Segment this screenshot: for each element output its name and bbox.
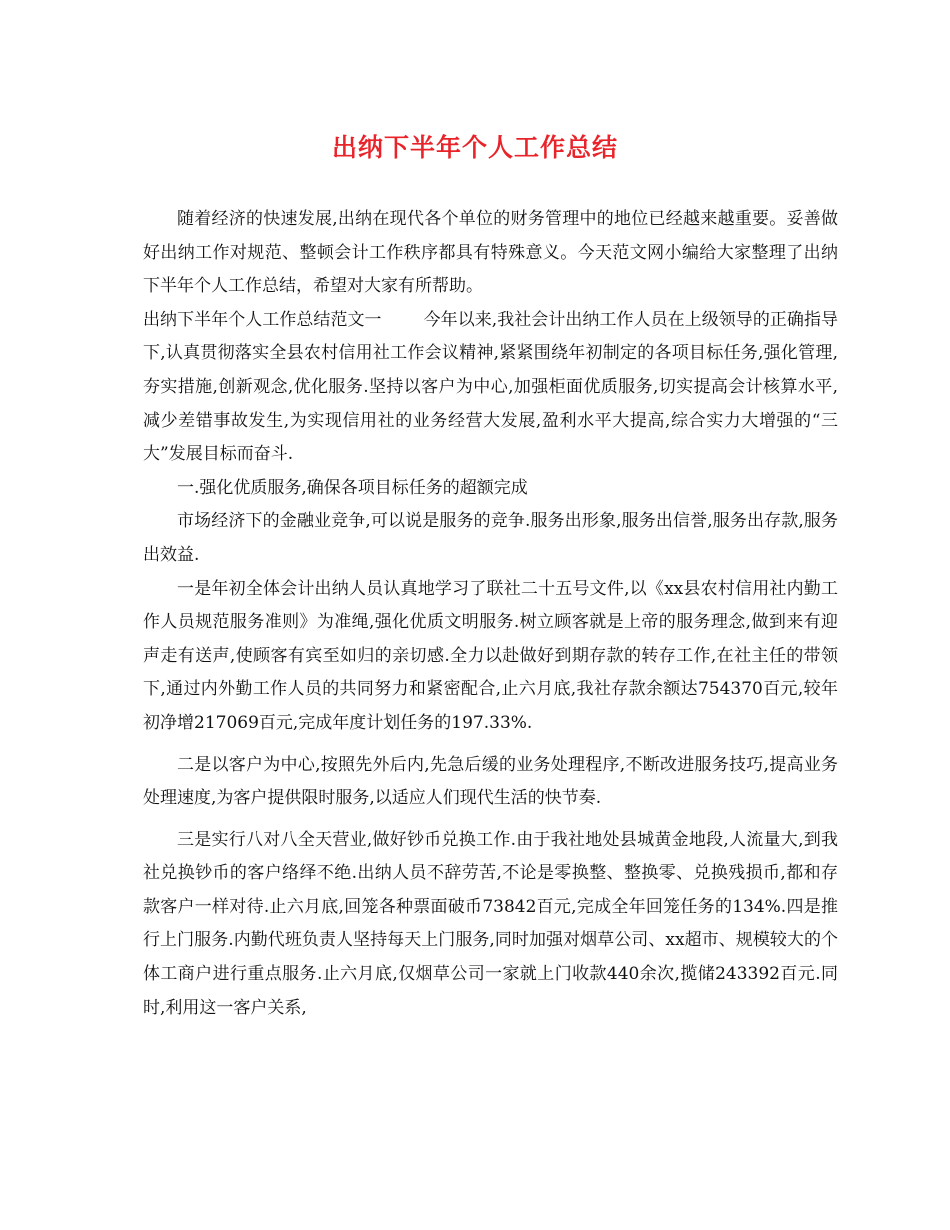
- sample-intro: 今年以来,我社会计出纳工作人员在上级领导的正确指导下,认真贯彻落实全县农村信用社工作会议精神,紧紧围绕年初制定的各项目标任务,强化管理,夯实措施,创新观念,优化服务.坚持以客户为中心,加强柜面优质服务,切实提高会计核算水平,减少差错事故发生,为实现信用社的业务经营大发展,盈利水平大提高,综合实力大增强的“三大”发展目标而奋斗.: [143, 309, 839, 465]
- paragraph-point-three: 三是实行八对八全天营业,做好钞币兑换工作.由于我社地处县城黄金地段,人流量大,到我社兑换钞币的客户络绎不绝.出纳人员不辞劳苦,不论是零换整、整换零、兑换残损币,都和存款客户一样对待.止六月底,回笼各种票面破币73842百元,完成全年回笼任务的134%.四是推行上门服务.内勤代班负责人坚持每天上门服务,同时加强对烟草公司、xx超市、规模较大的个体工商户进行重点服务.止六月底,仅烟草公司一家就上门收款440余次,揽储243392百元.同时,利用这一客户关系,: [143, 829, 838, 1018]
- paragraph-point-two: 二是以客户为中心,按照先外后内,先急后缓的业务处理程序,不断改进服务技巧,提高业务处理速度,为客户提供限时服务,以适应人们现代生活的快节奏.: [143, 754, 838, 809]
- sample-heading: 出纳下半年个人工作总结范文一: [143, 309, 382, 330]
- section-heading-one: 一.强化优质服务,确保各项目标任务的超额完成: [177, 477, 528, 498]
- paragraph-point-one: 一是年初全体会计出纳人员认真地学习了联社二十五号文件,以《xx县农村信用社内勤工作人员规范服务准则》为准绳,强化优质文明服务.树立顾客就是上帝的服务理念,做到来有迎声走有送声,使顾客有宾至如归的亲切感.全力以赴做好到期存款的转存工作,在社主任的带领下,通过内外勤工作人员的共同努力和紧密配合,止六月底,我社存款余额达754370百元,较年初净增217069百元,完成年度计划任务的197.33%.: [143, 578, 838, 733]
- paragraph-intro: 随着经济的快速发展,出纳在现代各个单位的财务管理中的地位已经越来越重要。妥善做好出纳工作对规范、整顿会计工作秩序都具有特殊意义。今天范文网小编给大家整理了出纳下半年个人工作总结，希望对大家有所帮助。: [143, 209, 838, 297]
- document-body: [143, 203, 838, 1025]
- paragraph-market: 市场经济下的金融业竞争,可以说是服务的竞争.服务出形象,服务出信誉,服务出存款,服务出效益.: [143, 511, 838, 565]
- paragraph-sample-1: [143, 304, 838, 472]
- document-title: 出纳下半年个人工作总结: [331, 133, 618, 162]
